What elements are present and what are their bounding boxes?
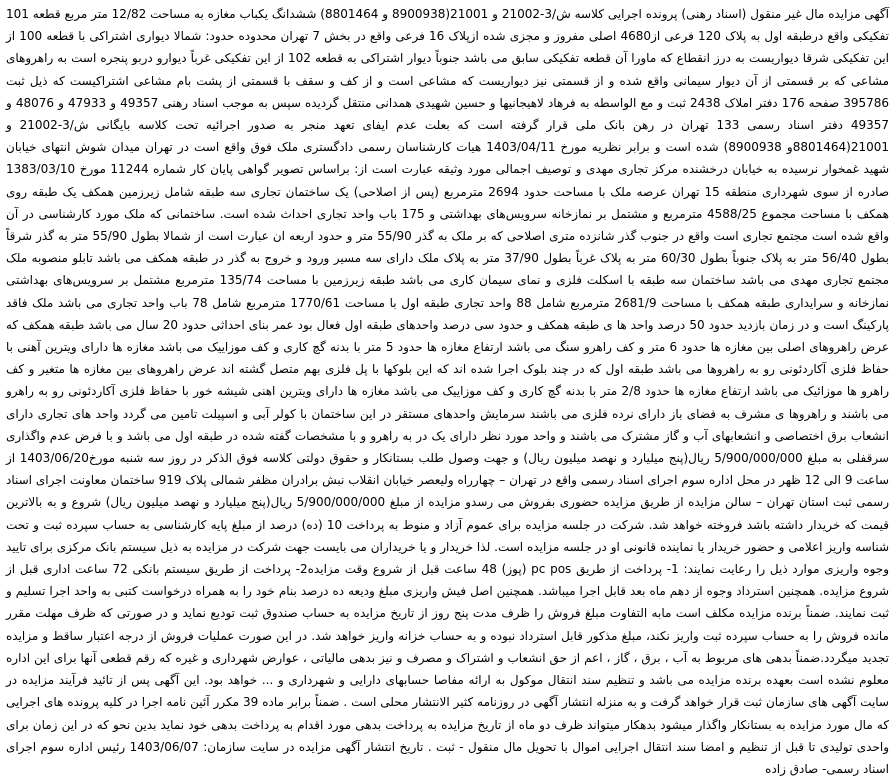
auction-notice-text: آگهی مزایده مال غیر منقول (اسناد رهنی) پرونده اجرایی کلاسه ش/3-21002 و 21001(8900938 و 8801464) ششدانگ یکباب مغازه به مساحت 12/82 متر مربع قطعه 101 تفکیکی واقع درطبقه اول به پلاک 120 فرعی از4680 اصلی مفروز و مجزی شده ازپلاک 16 فرعی واقع در بخش 7 تهران محدوده حدود: شمالا دیواری اشتراکی با قطعه 100 از این تفکیکی شرقا دیواریست به درز انقطاع که ماورا آن قطعه تفکیکی سابق می باشد جنوباً دیوار اشتراکی به قطعه 102 از این تفکیکی غرباً دیوارو دربو پنجره است به راهروهای مشاعی که بر قسمتی از آن دیوار سیمانی واقع شده و از قسمتی نیز دیواریست که مشاعی است و از کف و سقف با قسمتی از پشت بام مشاعی اشتراکیست که ذیل ثبت 395786 صفحه 176 دفتر املاک 2438 ثبت و مع الواسطه به فرهاد لاهیجانیها و حسین شهیدی همدانی منتقل گردیده سپس به موجب اسناد رهنی 49357 و 47933 و 48076 و 49357 دفتر اسناد رسمی 133 تهران در رهن بانک ملی قرار گرفته است که بعلت عدم ایفای تعهد منجر به صدور اجرائیه تحت کلاسه بایگانی ش/3-21002 و 21001(8801464و 8900938) شده است و برابر نظریه مورخ 1403/04/11 هیات کارشناسان رسمی دادگستری ملک فوق واقع است در تهران میدان شوش انتهای خیابان شهید غمخوار نرسیده به خیابان درخشنده مرکز تجاری مهدی و توصیف اجمالی مورد وثیقه عبارت است از: براساس تصویر گواهی پایان کار شماره 11244 مورخ 1383/03/10 صادره از سوی شهرداری منطقه 15 تهران عرصه ملک با مساحت حدود 2694 مترمربع (پس از اصلاحی) یک ساختمان تجاری سه طبقه شامل زیرزمین همکف یک طبقه روی همکف با مساحت مجموع 4588/25 مترمربع و مشتمل بر نمازخانه سرویس‌های بهداشتی و 175 باب واحد تجاری احداث شده است. ساختمانی که ملک مورد کارشناسی در آن واقع شده است مجتمع تجاری است واقع در جنوب گذر شانزده متری اصلاحی که بر ملک به گذر 55/90 متر و حدود اربعه ان عبارت است از شمالا بطول 55/90 متر به گذر شرقاً بطول 56/40 متر به پلاک جنوباً بطول 60/30 متر به پلاک غرباً بطول 37/90 متر به پلاک ملک دارای سه مسیر ورود و خروج به گذر در طبقه همکف می باشد تابلو منصوبه ملک مجتمع تجاری مهدی می باشد ساختمان سه طبقه با اسکلت فلزی و نمای سیمان کاری می باشد طبقه زیرزمین با مساحت 135/74 مترمربع مشتمل بر سرویس‌های بهداشتی نمازخانه و سرایداری طبقه همکف با مساحت 2681/9 مترمربع شامل 88 واحد تجاری طبقه اول با مساحت 1770/61 مترمربع شامل 78 باب واحد تجاری می باشد ملک فاقد پارکینگ است و در زمان بازدید حدود 50 درصد واحد ها ی طبقه همکف و حدود سی درصد واحدهای طبقه اول فعال بود عمر بنای احداثی حدود 20 سال می باشد طبقه همکف که عرض راهروهای اصلی بین مغازه ها حدود 6 متر و کف راهرو سنگ می باشد ارتفاع مغازه ها حدود 5 متر با بدنه گچ کاری و کف موزاییک می باشد مغازه ها دارای ویترین آهنی با حفاظ فلزی آکاردئونی رو به راهروها می باشد طبقه اول که در چند بلوک اجرا شده اند که این بلوکها با پل فلزی بهم متصل گشته اند عرض راهروهای بین مغازه ها متغیر و کف راهرو ها موزائیک می باشد ارتفاع مغازه ها حدود 2/8 متر با بدنه گچ کاری و کف موزاییک می باشد مغازه ها دارای ویترین اهنی شیشه خور با حفاظ فلزی آکاردئونی رو به راهرو می باشند و راهروها ی مشرف به فضای باز دارای نرده فلزی می باشند سرمایش واحدهای مستقر در این ساختمان با کولر آبی و اسپیلت تامین می گردد واحد های تجاری دارای انشعاب برق اختصاصی و انشعابهای آب و گاز مشترک می باشند و واحد مورد نظر دارای یک در به راهرو و با مشخصات گفته شده در طبقه اول می باشد و با فرض عدم واگذاری سرقفلی به مبلغ 5/900/000/000 ریال(پنج میلیارد و نهصد میلیون ریال) و جهت وصول طلب بستانکار و حقوق دولتی کلاسه فوق الذکر در روز سه شنبه مورخ1403/06/20 از ساعت 9 الی 12 ظهر در محل اداره سوم اجرای اسناد رسمی واقع در تهران – چهارراه ولیعصر خیابان انقلاب نبش برادران مظفر شمالی پلاک 919 ساختمان معاونت اجرای اسناد رسمی ثبت استان تهران – سالن مزایده از طریق مزایده حضوری بفروش می رسدو مزایده از مبلغ 5/900/000/000 ریال(پنج میلیارد و نهصد میلیون ریال) شروع و به بالاترین قیمت که خریدار داشته باشد فروخته خواهد شد. شرکت در جلسه مزایده برای عموم آزاد و منوط به پرداخت 10 (ده) درصد از مبلغ پایه کارشناسی به حساب سپرده ثبت و تحت شناسه واریز اعلامی و حضور خریدار یا نماینده قانونی او در جلسه مزایده است. لذا خریدار و یا خریداران می بایست جهت شرکت در مزایده به ذیل سیستم بانک مرکزی برای تایید وجوه واریزی موارد ذیل را رعایت نمایند: 1- پرداخت از طریق pc pos (پوز) 48 ساعت قبل از شروع وقت مزایده2- پرداخت از طریق سیستم بانکی 72 ساعت اداری قبل از شروع مزایده. همچنین استرداد وجوه از دهم ماه بعد قابل اجرا میباشد. همچنین اصل فیش واریزی مبلغ ودیعه ده درصد بنام خود را به همراه درخواست کتبی به واحد اجرا تسلیم و ثبت نمایند. ضمناً برنده مزایده مکلف است مابه التفاوت مبلغ فروش را ظرف مدت پنج روز از تاریخ مزایده به حساب صندوق ثبت تودیع نماید و در صورتی که ظرف مهلت مقرر مانده فروش را به حساب سپرده ثبت واریز نکند، مبلغ مذکور قابل استرداد نبوده و به حساب خزانه واریز خواهد شد. در این صورت عملیات فروش از درجه اعتبار ساقط و مزایده تجدید میگردد.ضمناً بدهی های مربوط به آب ، برق ، گاز ، اعم از حق انشعاب و اشتراک و مصرف و نیز بدهی مالیاتی ، عوارض شهرداری و غیره که رقم قطعی آنها برای این اداره معلوم نشده است بعهده برنده مزایده می باشد و تنظیم سند انتقال موکول به ارائه مفاصا حسابهای دارایی و شهرداری و ... خواهد بود. این آگهی پس از تائید فرآیند مزایده در سایت آگهی های سازمان ثبت قرار خواهد گرفت و به منزله انتشار آگهی در روزنامه کثیر الانتشار محلی است . ضمناً برابر ماده 39 مکرر آئین نامه اجرا در کلیه پرونده های اجرایی که مال مورد مزایده به بستانکار واگذار میشود بدهکار میتواند ظرف دو ماه از تاریخ مزایده به پرداخت بدهی مورد اقدام به پرداخت بدهی خود نماید بدین نحو که در این زمان برای واحدی تولیدی تا قبل از تنظیم و امضا سند انتقال اجرایی اموال با تحویل مال منقول - ثبت . تاریخ انتشار آگهی مزایده در سایت سازمان: 1403/06/07 رئیس اداره سوم اجرای اسناد رسمی- صادق زاده [6,7,890,776]
